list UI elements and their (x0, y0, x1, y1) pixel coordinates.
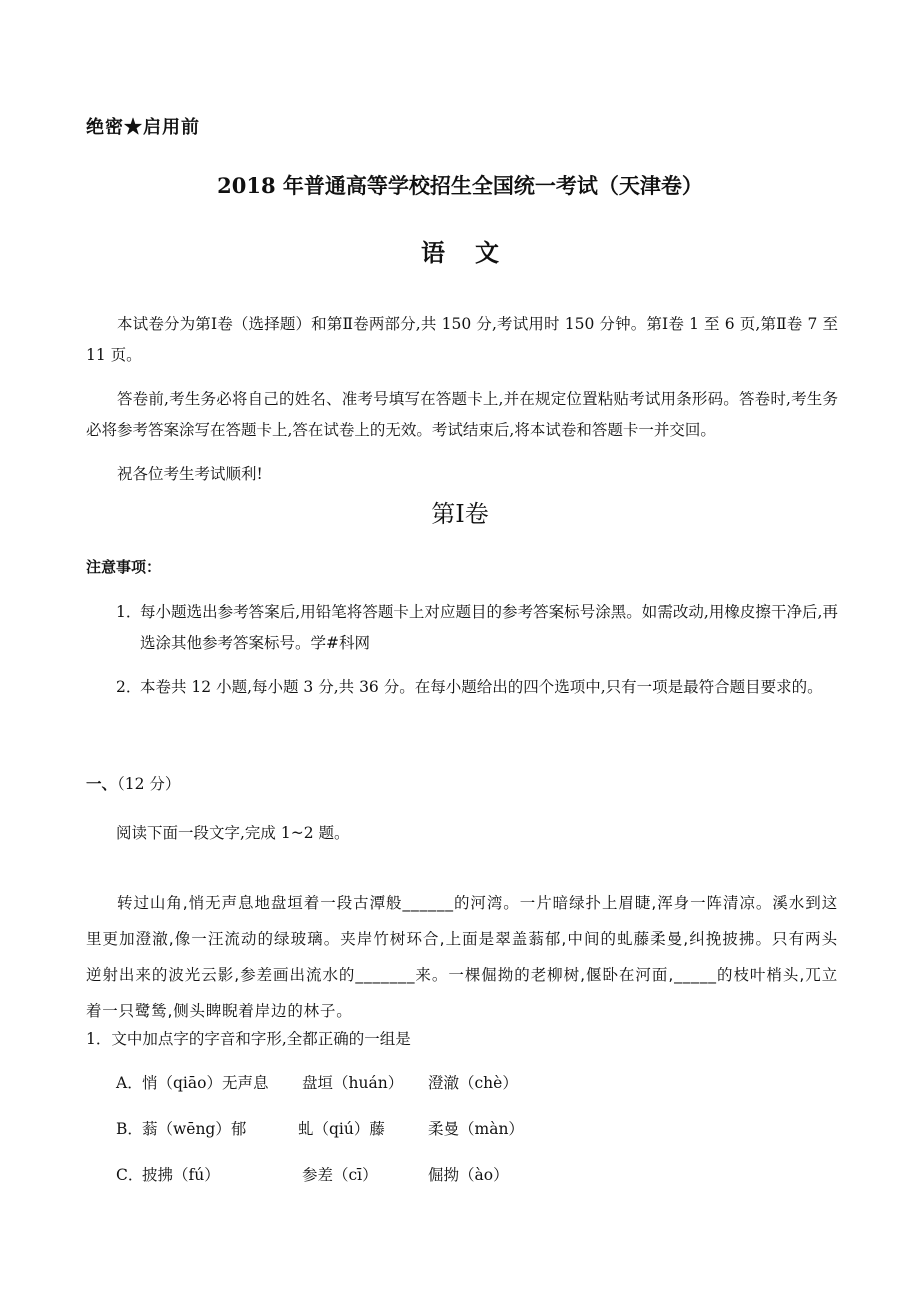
intro-paragraph-wishes: 祝各位考生考试顺利! (117, 464, 263, 483)
intro-paragraph-structure: 本试卷分为第Ⅰ卷（选择题）和第Ⅱ卷两部分,共 150 分,考试用时 150 分钟。第Ⅰ卷 1 至 6 页,第Ⅱ卷 7 至 11 页。 (86, 314, 838, 364)
volume-title: 第Ⅰ卷 (431, 500, 489, 528)
notice-rule (116, 597, 838, 659)
option-item: 柔曼（màn） (428, 1120, 524, 1138)
intro-paragraph-instructions: 答卷前,考生务必将自己的姓名、准考号填写在答题卡上,并在规定位置粘贴考试用条形码。答卷时,考生务必将参考答案涂写在答题卡上,答在试卷上的无效。考试结束后,将本试卷和答题卡一并交回。 (86, 389, 838, 439)
reading-instruction: 阅读下面一段文字,完成 1~2 题。 (116, 824, 350, 842)
notice-heading: 注意事项： (86, 558, 162, 576)
secret-label: 绝密★启用前 (86, 117, 200, 138)
option-item: 蓊（wēng）郁 (142, 1120, 247, 1138)
option-item: 倔拗（ào） (428, 1166, 509, 1184)
option-label: C． (116, 1166, 144, 1184)
section-label: 一、 (86, 774, 118, 793)
option-item: 披拂（fú） (142, 1166, 220, 1184)
rule-number: 2． (116, 678, 142, 696)
rule-text: 每小题选出参考答案后,用铅笔将答题卡上对应题目的参考答案标号涂黑。如需改动,用橡皮擦干净后,再选涂其他参考答案标号。学#科网 (140, 603, 838, 652)
section-one-heading (86, 772, 180, 794)
question-1-stem: 1．文中加点字的字音和字形,全都正确的一组是 (86, 1030, 411, 1048)
option-item: 悄（qiāo）无声息 (142, 1074, 269, 1092)
rule-number: 1． (116, 603, 142, 621)
exam-title: 2018 年普通高等学校招生全国统一考试（天津卷） (217, 173, 703, 198)
section-score: （12 分） (117, 775, 181, 793)
subject-title: 语文 (421, 238, 529, 267)
option-item: 盘垣（huán） (302, 1074, 404, 1092)
option-item: 虬（qiú）藤 (298, 1120, 385, 1138)
reading-passage: 转过山角,悄无声息地盘垣着一段古潭般______的河湾。一片暗绿扑上眉睫,浑身一阵清凉。溪水到这里更加澄澈,像一汪流动的绿玻璃。夹岸竹树环合,上面是翠盖蓊郁,中间的虬藤柔曼,纠挽披拂。只有两头逆射出来的波光云影,参差画出流水的_______来。一棵倔拗的老柳树,偃卧在河面,_____的枝叶梢头,兀立着一只鹭鸶,侧头睥睨着岸边的林子。 (86, 893, 838, 1020)
option-item: 参差（cī） (302, 1166, 378, 1184)
rule-text: 本卷共 12 小题,每小题 3 分,共 36 分。在每小题给出的四个选项中,只有一项是最符合题目要求的。 (140, 678, 823, 696)
option-label: B． (116, 1120, 143, 1138)
option-item: 澄澈（chè） (428, 1074, 518, 1092)
option-label: A． (116, 1074, 143, 1092)
notice-rule (116, 672, 838, 703)
